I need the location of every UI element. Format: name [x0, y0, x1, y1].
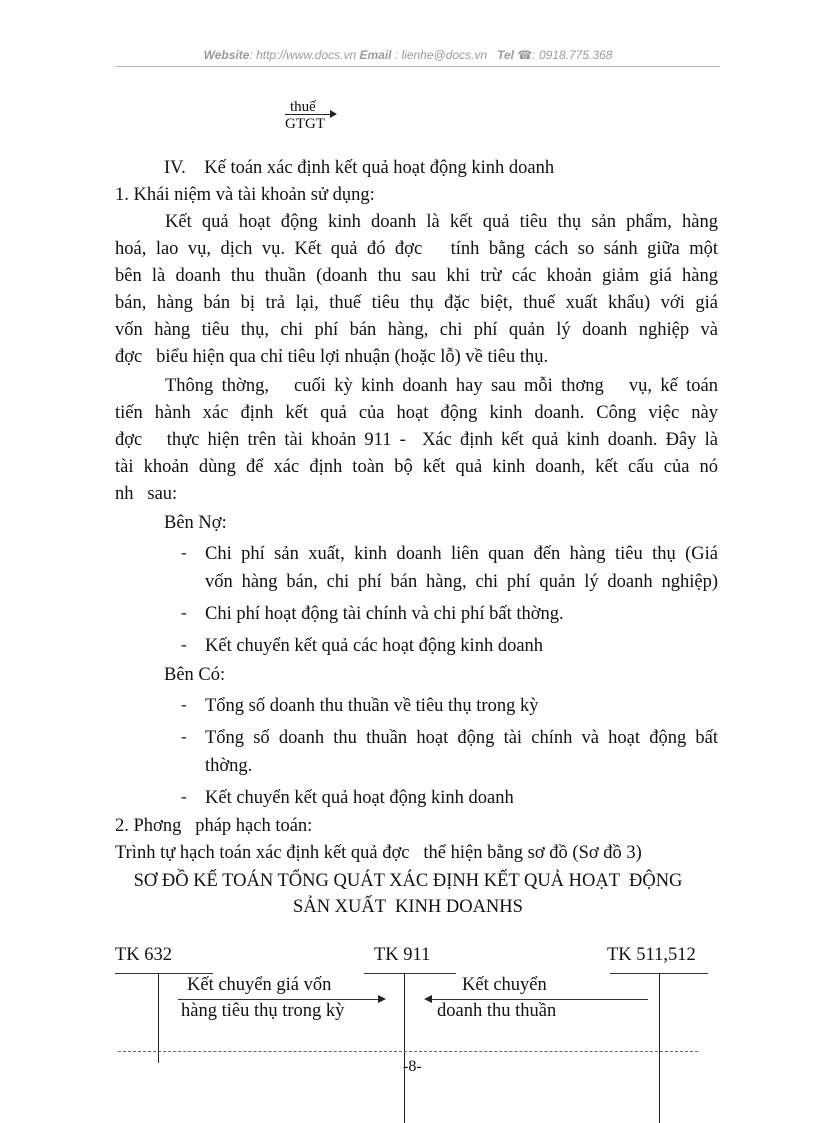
bullet-dash: - — [181, 727, 187, 746]
bullet-dash: - — [181, 787, 187, 806]
tk-511-512-vertical-line — [659, 973, 660, 1123]
tk-511-512-label: TK 511,512 — [607, 945, 696, 965]
para2-line-5: nh sau: — [115, 484, 178, 504]
diagram-title-line-2: SẢN XUẤT KINH DOANHS — [293, 897, 523, 917]
right-arrow-label-2: doanh thu thuần — [437, 1001, 557, 1021]
ben-no-item-1-line-2: vốn hàng bán, chi phí bán hàng, chi phí quản lý doanh nghiệp) — [205, 572, 718, 592]
ben-no-item-3: Kết chuyển kết quả các hoạt động kinh doanh — [205, 636, 544, 656]
ben-no-label: Bên Nợ: — [164, 513, 227, 533]
bullet-dash: - — [181, 635, 187, 654]
para2-line-2: tiến hành xác định kết quả của hoạt động kinh doanh. Công việc này — [115, 403, 718, 423]
right-arrow-head — [424, 995, 432, 1003]
tel-number: : 0918.775.368 — [532, 48, 613, 62]
para1-line-3: bên là doanh thu thuần (doanh thu sau khi trừ các khoản giảm giá hàng — [115, 266, 718, 286]
email-label: Email — [359, 48, 392, 62]
para2-line-3: đợc thực hiện trên tài khoản 911 - Xác định kết quả kinh doanh. Đây là — [115, 430, 718, 450]
ben-co-item-1: Tổng số doanh thu thuần về tiêu thụ trong kỳ — [205, 696, 539, 716]
page-header — [0, 48, 816, 62]
section-title: IV. Kế toán xác định kết quả hoạt động kinh doanh — [164, 158, 555, 178]
tk-632-vertical-line — [158, 973, 159, 1063]
page-number: -8- — [403, 1058, 422, 1075]
ben-co-item-2-line-1: Tổng số doanh thu thuần hoạt động tài chính và hoạt động bất — [205, 728, 718, 748]
ben-co-label: Bên Có: — [164, 665, 226, 685]
bullet-dash: - — [181, 603, 187, 622]
bullet-dash: - — [181, 543, 187, 562]
para1-line-1: Kết quả hoạt động kinh doanh là kết quả tiêu thụ sản phẩm, hàng — [165, 212, 718, 232]
right-arrow-label-1: Kết chuyển — [462, 975, 547, 995]
ben-co-item-3: Kết chuyển kết quả hoạt động kinh doanh — [205, 788, 514, 808]
fragment-arrowhead — [330, 110, 337, 118]
para1-line-5: vốn hàng tiêu thụ, chi phí bán hàng, chi phí quản lý doanh nghiệp và — [115, 320, 718, 340]
header-divider — [115, 66, 720, 67]
ben-no-item-2: Chi phí hoạt động tài chính và chi phí bất thờng. — [205, 604, 564, 624]
left-arrow-head — [378, 995, 386, 1003]
left-arrow-label-2: hàng tiêu thụ trong kỳ — [181, 1001, 345, 1021]
website-label: Website — [203, 48, 250, 62]
ben-no-item-1-line-1: Chi phí sản xuất, kinh doanh liên quan đến hàng tiêu thụ (Giá — [205, 544, 718, 564]
para1-line-2: hoá, lao vụ, dịch vụ. Kết quả đó đợc tính bằng cách so sánh giữa một — [115, 239, 718, 259]
phone-icon: ☎ — [517, 48, 533, 62]
fragment-rule — [285, 114, 331, 115]
tk-632-top-rule — [115, 973, 213, 974]
para2-line-4: tài khoản dùng để xác định toàn bộ kết quả kinh doanh, kết cấu của nó — [115, 457, 718, 477]
subsection-2-text: Trình tự hạch toán xác định kết quả đợc thể hiện bằng sơ đồ (Sơ đồ 3) — [115, 843, 642, 863]
email-address: : lienhe@docs.vn — [391, 48, 488, 62]
tk-911-label: TK 911 — [374, 945, 431, 965]
para1-line-4: bán, hàng bán bị trả lại, thuế tiêu thụ đặc biệt, thuế xuất khẩu) với giá — [115, 293, 718, 313]
para1-line-6: đợc biểu hiện qua chỉ tiêu lợi nhuận (hoặc lỗ) về tiêu thụ. — [115, 347, 549, 367]
para2-line-1: Thông thờng, cuối kỳ kinh doanh hay sau mỗi thơng vụ, kế toán — [165, 376, 718, 396]
ben-co-item-2-line-2: thờng. — [205, 756, 253, 776]
subsection-1-title: 1. Khái niệm và tài khoản sử dụng: — [115, 185, 375, 205]
fragment-bottom: GTGT — [285, 116, 325, 132]
fragment-top: thuế — [290, 99, 316, 115]
left-arrow-line — [178, 999, 378, 1000]
right-arrow-line — [432, 999, 648, 1000]
website-url: : http://www.docs.vn — [249, 48, 357, 62]
diagram-title-line-1: SƠ ĐỒ KẾ TOÁN TỔNG QUÁT XÁC ĐỊNH KẾT QUẢ HOẠT ĐỘNG — [133, 871, 683, 891]
tel-label: Tel — [497, 48, 514, 62]
tk-632-label: TK 632 — [115, 945, 173, 965]
tk-911-top-rule — [364, 973, 456, 974]
subsection-2-title: 2. Phơng pháp hạch toán: — [115, 816, 313, 836]
footer-divider — [118, 1051, 698, 1052]
left-arrow-label-1: Kết chuyển giá vốn — [187, 975, 332, 995]
bullet-dash: - — [181, 695, 187, 714]
tk-911-vertical-line — [404, 973, 405, 1123]
